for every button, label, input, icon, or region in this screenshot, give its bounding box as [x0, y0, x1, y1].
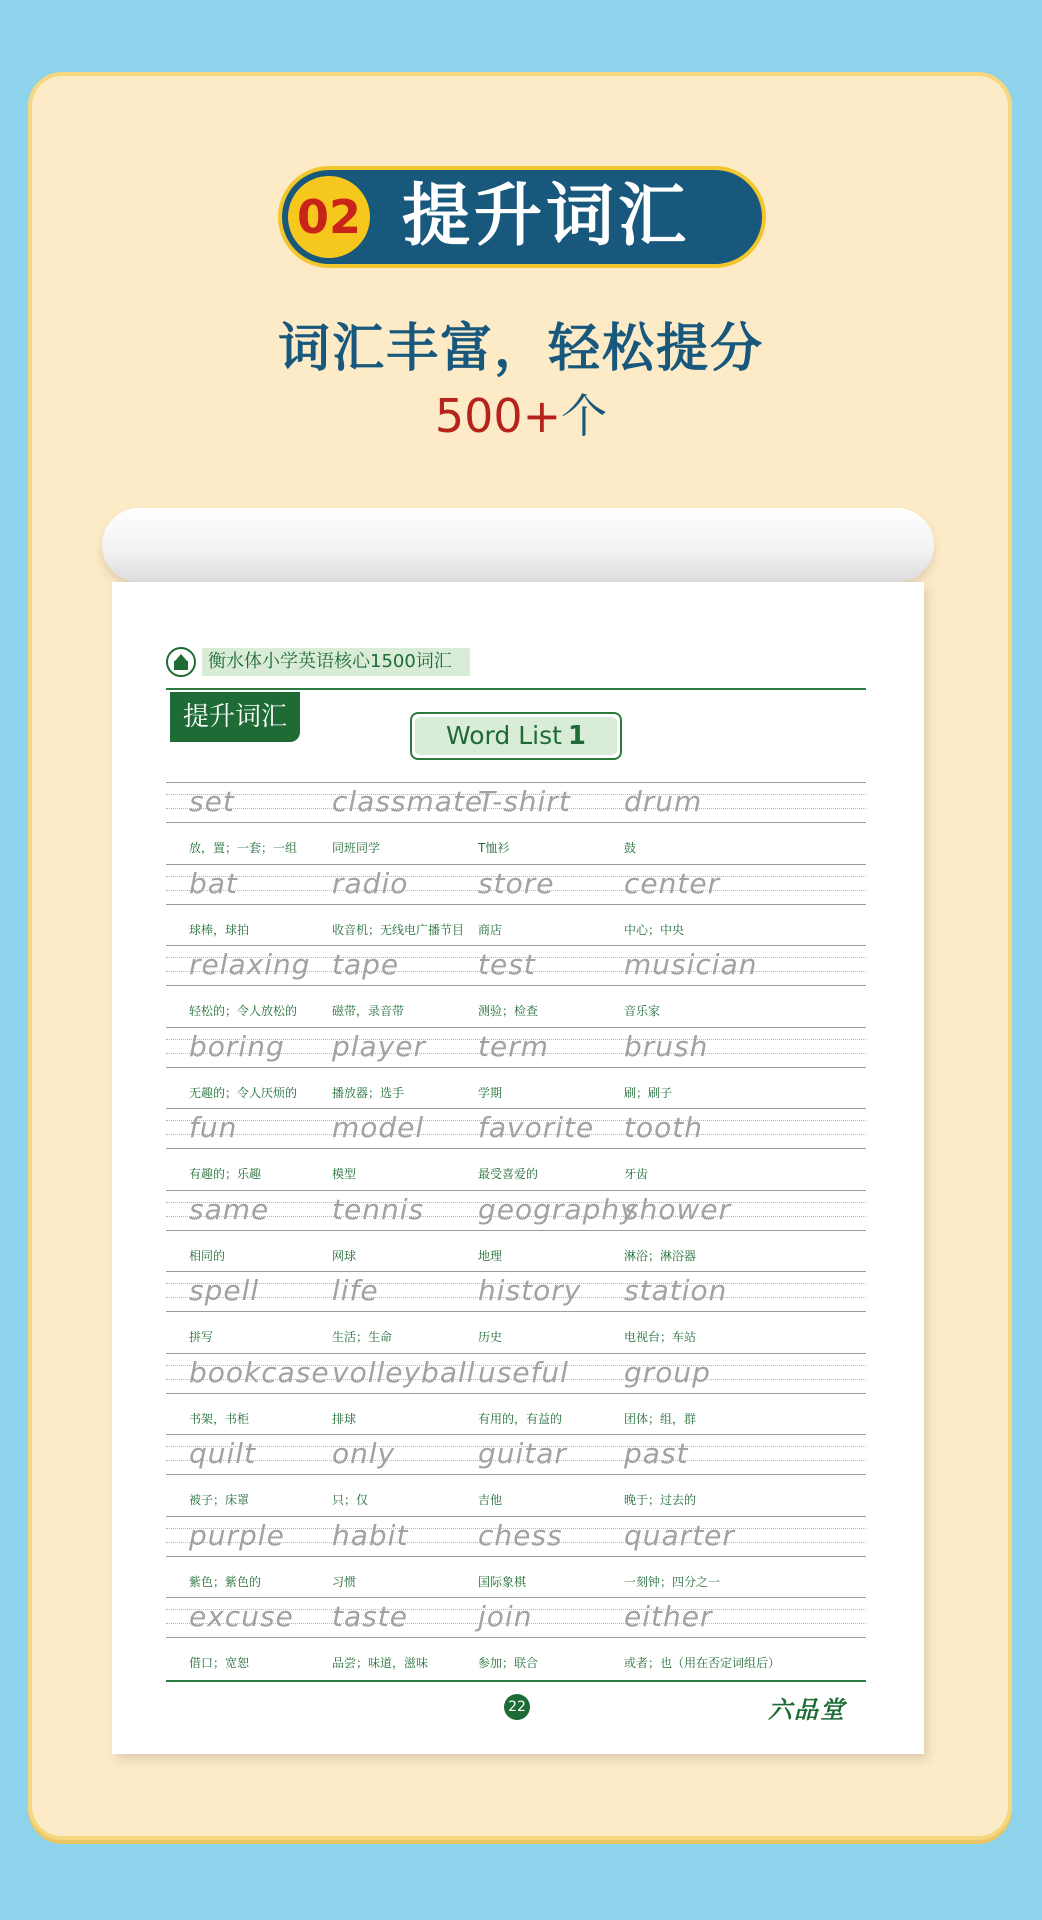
vocab-word: volleyball	[332, 1355, 476, 1389]
word-meaning: 地理	[478, 1248, 503, 1263]
vocab-word: bat	[189, 866, 238, 900]
word-meaning: 球棒，球拍	[189, 922, 250, 937]
vocab-word: player	[332, 1029, 427, 1063]
word-meaning: 一刻钟；四分之一	[624, 1574, 721, 1589]
book-header	[166, 646, 470, 678]
word-meaning: 习惯	[332, 1574, 357, 1589]
word-row	[166, 782, 866, 864]
vocab-word: habit	[332, 1518, 409, 1552]
word-meaning: 鼓	[624, 841, 637, 855]
word-meaning: 只；仅	[332, 1493, 369, 1507]
word-row	[166, 1108, 866, 1190]
word-meaning: 刷；刷子	[624, 1085, 673, 1100]
vocab-word: shower	[624, 1192, 732, 1226]
vocab-word: term	[478, 1029, 549, 1063]
count-unit: 个	[561, 389, 608, 443]
vocab-word: T-shirt	[478, 785, 571, 818]
vocab-word: past	[624, 1437, 689, 1470]
word-row	[166, 864, 866, 946]
word-row	[166, 1434, 866, 1516]
word-meaning: 商店	[478, 922, 503, 937]
word-list-title-inner	[415, 717, 617, 755]
word-meaning: 放，置；一套；一组	[189, 841, 298, 855]
word-meaning: 有趣的；乐趣	[189, 1167, 262, 1181]
word-meaning: 收音机；无线电广播节目	[332, 922, 465, 937]
word-meaning: 轻松的；令人放松的	[189, 1004, 298, 1018]
word-meaning: 书架，书柜	[189, 1411, 250, 1426]
word-meaning: 紫色；紫色的	[189, 1574, 262, 1589]
vocab-word: either	[624, 1600, 713, 1633]
word-meaning: 国际象棋	[478, 1574, 527, 1589]
vocab-word: favorite	[478, 1111, 595, 1144]
word-meaning: 晚于；过去的	[624, 1493, 697, 1507]
vocab-word: useful	[478, 1355, 569, 1389]
word-meaning: 模型	[332, 1167, 357, 1181]
vocab-word: brush	[624, 1029, 709, 1063]
header-rule	[166, 688, 866, 690]
word-meaning: 有用的，有益的	[478, 1411, 563, 1426]
vocab-word: excuse	[189, 1600, 294, 1633]
word-list-title	[410, 712, 622, 760]
word-row	[166, 1516, 866, 1598]
notepad-roll	[102, 508, 934, 582]
word-meaning: 借口；宽恕	[189, 1656, 250, 1670]
vocab-word: purple	[189, 1518, 285, 1552]
subtitle: 词汇丰富，轻松提分	[277, 319, 764, 379]
vocab-word: fun	[189, 1111, 238, 1144]
vocab-word: group	[624, 1355, 711, 1389]
vocab-word: radio	[332, 866, 409, 900]
word-meaning: 相同的	[189, 1248, 226, 1263]
vocab-word: taste	[332, 1600, 408, 1633]
word-row	[166, 945, 866, 1027]
vocab-word: bookcase	[189, 1355, 330, 1389]
vocab-word: drum	[624, 785, 703, 818]
count-number: 500+	[434, 389, 562, 443]
title-pill	[278, 166, 766, 268]
vocab-word: classmate	[332, 785, 484, 818]
vocab-word: life	[332, 1274, 379, 1307]
vocab-word: store	[478, 866, 555, 900]
page-title: 提升词汇	[402, 177, 691, 256]
word-meaning: 拼写	[189, 1330, 214, 1344]
word-meaning: 被子；床罩	[189, 1493, 250, 1507]
notepad-page	[112, 582, 924, 1754]
vocab-word: tooth	[624, 1111, 703, 1144]
vocab-word: join	[478, 1600, 533, 1633]
word-meaning: 参加；联合	[478, 1656, 539, 1670]
word-list-number: 1	[567, 721, 586, 751]
vocab-word: relaxing	[189, 948, 311, 981]
word-meaning: 播放器；选手	[332, 1085, 405, 1100]
vocab-word: set	[189, 785, 235, 818]
vocab-word: station	[624, 1274, 728, 1307]
word-list-label: Word List	[446, 721, 562, 750]
word-meaning: 电视台；车站	[624, 1330, 697, 1344]
word-row	[166, 1271, 866, 1353]
book-title: 衡水体小学英语核心1500词汇	[202, 648, 470, 676]
vocab-word: same	[189, 1192, 270, 1226]
vocab-word: musician	[624, 948, 758, 981]
word-meaning: 测验；检查	[478, 1004, 539, 1018]
vocab-word: chess	[478, 1518, 563, 1552]
vocab-word: spell	[189, 1274, 260, 1307]
word-meaning: 生活；生命	[332, 1330, 393, 1344]
vocab-word: geography	[478, 1192, 638, 1226]
page-number: 22	[504, 1694, 530, 1720]
badge-number: 02	[288, 176, 370, 258]
word-meaning: 音乐家	[624, 1004, 661, 1018]
word-meaning: 牙齿	[624, 1167, 649, 1181]
vocab-word: history	[478, 1274, 582, 1307]
vocab-word: tennis	[332, 1192, 425, 1226]
vocab-word: guitar	[478, 1437, 567, 1470]
word-row	[166, 1597, 866, 1679]
vocab-word: only	[332, 1437, 396, 1470]
word-rows	[166, 782, 866, 1679]
word-meaning: 网球	[332, 1248, 357, 1263]
word-meaning: 历史	[478, 1330, 503, 1344]
word-meaning: 中心；中央	[624, 922, 685, 937]
word-meaning: T恤衫	[478, 841, 510, 855]
word-row	[166, 1353, 866, 1435]
vocab-word: center	[624, 866, 721, 900]
word-meaning: 团体；组，群	[624, 1411, 697, 1426]
footer-rule	[166, 1680, 866, 1682]
vocab-word: model	[332, 1111, 425, 1144]
word-meaning: 品尝；味道，滋味	[332, 1656, 429, 1670]
school-icon	[166, 647, 196, 677]
vocab-word: boring	[189, 1029, 285, 1063]
word-row	[166, 1027, 866, 1109]
word-meaning: 同班同学	[332, 841, 381, 855]
word-meaning: 淋浴；淋浴器	[624, 1248, 697, 1263]
word-meaning: 磁带，录音带	[332, 1004, 405, 1018]
brand-logo: 六品堂	[768, 1695, 846, 1724]
vocab-word: quarter	[624, 1518, 735, 1552]
word-meaning: 或者；也（用在否定词组后）	[624, 1656, 781, 1670]
word-meaning: 学期	[478, 1085, 503, 1100]
vocab-word: test	[478, 948, 536, 981]
word-count	[0, 380, 1042, 446]
word-meaning: 无趣的；令人厌烦的	[189, 1085, 298, 1100]
section-tag: 提升词汇	[170, 692, 300, 742]
vocab-word: tape	[332, 948, 400, 981]
word-meaning: 排球	[332, 1411, 357, 1426]
word-row	[166, 1190, 866, 1272]
word-meaning: 吉他	[478, 1493, 503, 1507]
word-meaning: 最受喜爱的	[478, 1167, 539, 1181]
vocab-word: quilt	[189, 1437, 257, 1470]
